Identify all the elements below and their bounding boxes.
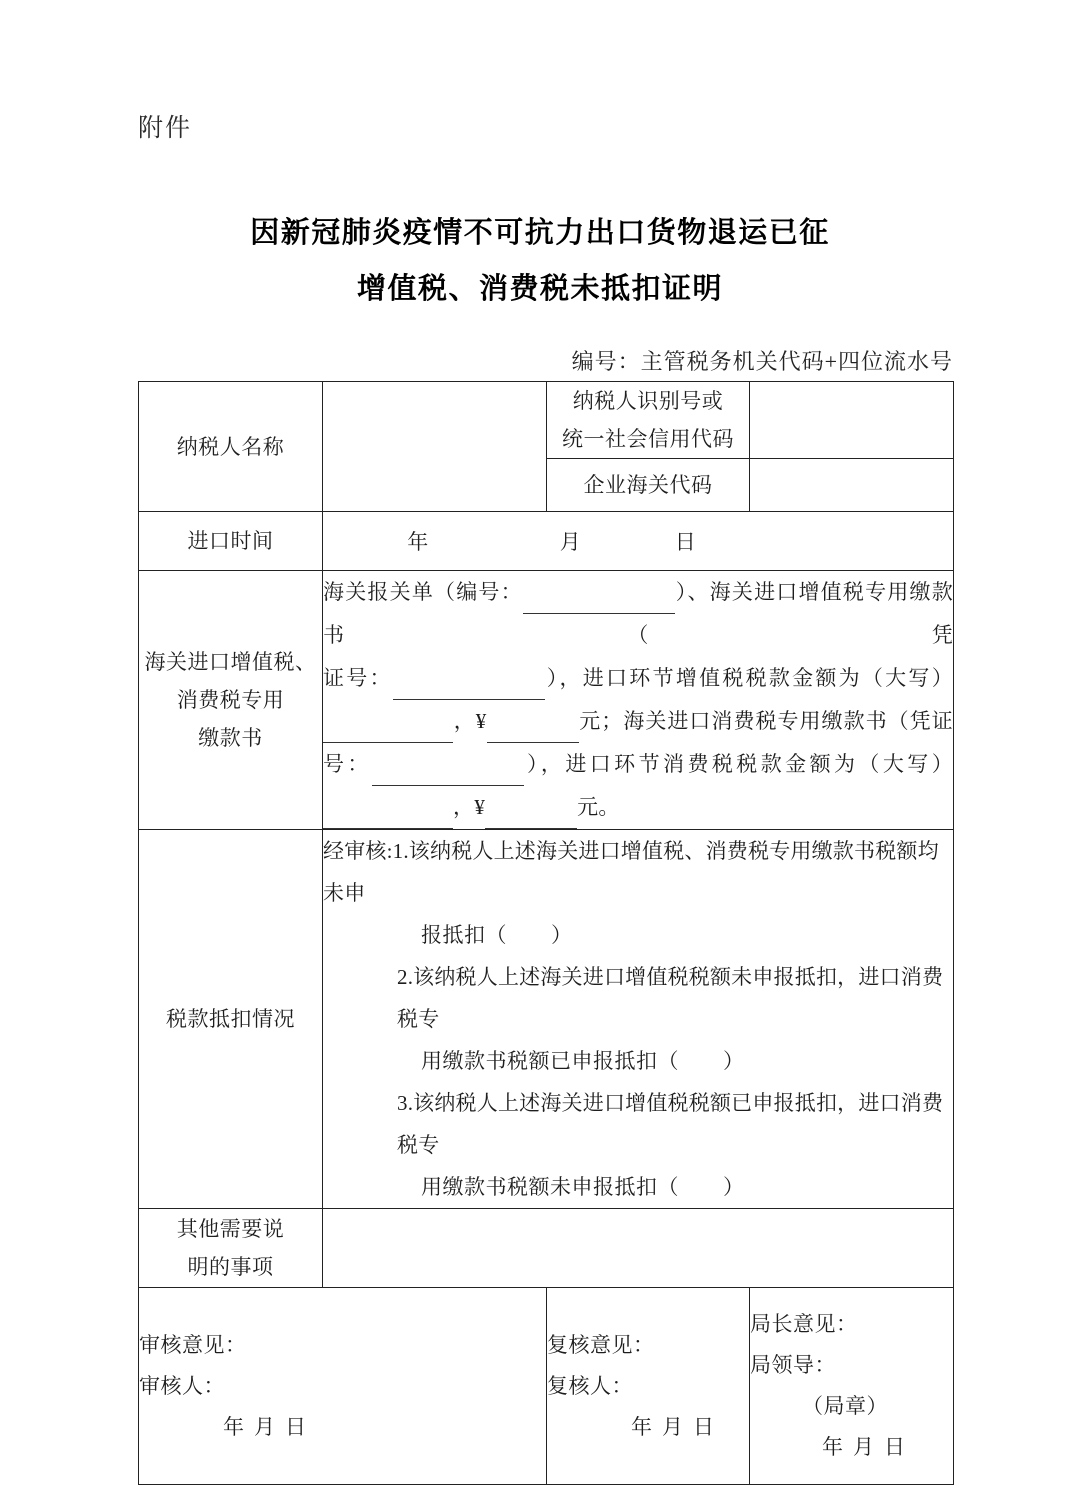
- director-date-year: 年: [822, 1435, 853, 1459]
- import-time-value[interactable]: [323, 512, 954, 571]
- rechecker-name-label: 复核人：: [547, 1373, 633, 1398]
- customs-paragraph-line-5: [323, 786, 953, 829]
- director-date-day: 日: [884, 1435, 915, 1459]
- blank-declaration-number[interactable]: [523, 589, 675, 614]
- deduction-status-label: 税款抵扣情况: [139, 830, 323, 1209]
- table-row-signatures: [139, 1288, 954, 1485]
- signature-block-reviewer[interactable]: [139, 1288, 547, 1485]
- deduction-option-1-cont: [323, 914, 953, 956]
- taxpayer-id-label-line-2: 统一社会信用代码: [562, 427, 734, 451]
- customs-payment-label-line-3: 缴款书: [198, 726, 263, 750]
- customs-text-2b: ），进口环节增值税税款金额为（大写）: [544, 666, 953, 690]
- review-date-day: 日: [285, 1414, 316, 1439]
- customs-payment-label: [139, 571, 323, 830]
- deduction-status-content[interactable]: [323, 830, 954, 1209]
- customs-paragraph-line-4: [323, 743, 953, 786]
- page-title: [0, 205, 1080, 317]
- other-matters-value[interactable]: [323, 1209, 954, 1288]
- table-row-customs-payment: [139, 571, 954, 830]
- director-date-month: 月: [853, 1435, 884, 1459]
- signature-block-director[interactable]: [750, 1288, 954, 1485]
- deduction-option-3-cont: [323, 1166, 953, 1208]
- customs-text-5c: 元。: [577, 795, 620, 819]
- table-row-taxpayer: [139, 382, 954, 459]
- import-day-unit: 日: [674, 530, 697, 554]
- blank-consumption-amount-figures[interactable]: [485, 804, 577, 829]
- customs-payment-label-line-2: 消费税专用: [176, 688, 285, 712]
- director-label-text: 局领导：: [750, 1353, 836, 1377]
- customs-payment-label-line-1: 海关进口增值税、: [144, 650, 317, 674]
- import-month-unit: 月: [559, 530, 582, 554]
- blank-consumption-amount-words[interactable]: [323, 804, 453, 829]
- customs-text-3b: ¥: [475, 709, 487, 733]
- deduction-item-1-num: 1.: [392, 839, 409, 863]
- deduction-option-2: [323, 956, 953, 1040]
- certificate-form-table: [138, 381, 954, 1485]
- customs-text-5a: ，: [453, 795, 475, 819]
- customs-text-2a: 证号：: [323, 666, 393, 690]
- table-row-other-matters: [139, 1209, 954, 1288]
- recheck-date: [547, 1407, 749, 1448]
- blank-vat-amount-figures[interactable]: [487, 718, 579, 743]
- customs-code-value[interactable]: [750, 459, 954, 512]
- customs-text-3c: 元；海关进口消费税专用缴款书（凭证: [578, 709, 953, 733]
- taxpayer-id-value[interactable]: [750, 382, 954, 459]
- customs-text-3a: ，: [453, 709, 476, 733]
- deduction-item-1-tail: 报抵扣（: [421, 923, 507, 947]
- customs-text-5b: ¥: [474, 795, 486, 819]
- title-line-1: 因新冠肺炎疫情不可抗力出口货物退运已征: [250, 217, 830, 249]
- taxpayer-name-value[interactable]: [323, 382, 547, 512]
- recheck-opinion-label: 复核意见：: [547, 1332, 655, 1357]
- deduction-item-2-close: ）: [723, 1049, 745, 1073]
- director-name-label: [750, 1345, 953, 1427]
- director-date: [750, 1427, 953, 1468]
- recheck-date-year: 年: [631, 1414, 662, 1439]
- title-line-2: 增值税、消费税未抵扣证明: [356, 273, 723, 305]
- recheck-date-day: 日: [693, 1414, 724, 1439]
- deduction-item-2-tail: 用缴款书税额已申报抵扣（: [421, 1049, 679, 1073]
- blank-vat-voucher-number[interactable]: [393, 675, 545, 700]
- deduction-option-3: [323, 1082, 953, 1166]
- review-date-year: 年: [223, 1414, 254, 1439]
- blank-vat-amount-words[interactable]: [323, 718, 453, 743]
- director-opinion-label: 局长意见：: [750, 1312, 858, 1336]
- review-date-month: 月: [254, 1414, 285, 1439]
- customs-paragraph-line-1: [323, 571, 953, 657]
- table-row-import-time: [139, 512, 954, 571]
- deduction-item-1-close: ）: [551, 923, 573, 947]
- deduction-item-2-text: 该纳税人上述海关进口增值税税额未申报抵扣，进口消费税专: [397, 965, 944, 1031]
- deduction-item-3-tail: 用缴款书税额未申报抵扣（: [421, 1175, 679, 1199]
- deduction-head: 经审核:: [323, 839, 393, 863]
- other-matters-label: [139, 1209, 323, 1288]
- reviewer-name-label: 审核人：: [139, 1373, 225, 1398]
- serial-number-note: 编号：主管税务机关代码+四位流水号: [571, 349, 953, 374]
- deduction-option-2-cont: [323, 1040, 953, 1082]
- review-date: [139, 1407, 546, 1448]
- customs-text-1a: 海关报关单（编号：: [323, 580, 523, 604]
- customs-payment-content[interactable]: [323, 571, 954, 830]
- deduction-item-3-num: 3.: [397, 1091, 414, 1115]
- signature-block-rechecker[interactable]: [547, 1288, 750, 1485]
- attachment-label: 附件: [138, 115, 193, 142]
- other-matters-label-line-2: 明的事项: [187, 1255, 274, 1279]
- import-year-unit: 年: [407, 530, 429, 554]
- customs-text-1b: ）、海关进口增值税专用缴款书（凭: [323, 580, 953, 647]
- review-opinion-label: 审核意见：: [139, 1332, 247, 1357]
- taxpayer-name-label: 纳税人名称: [139, 382, 323, 512]
- recheck-date-month: 月: [662, 1414, 693, 1439]
- deduction-item-3-close: ）: [723, 1175, 745, 1199]
- deduction-item-1-text: 该纳税人上述海关进口增值税、消费税专用缴款书税额均未申: [323, 839, 939, 905]
- other-matters-label-line-1: 其他需要说: [176, 1217, 285, 1241]
- table-row-deduction-status: [139, 830, 954, 1209]
- customs-paragraph-line-2: [323, 657, 953, 700]
- customs-text-4a: 号：: [323, 752, 372, 776]
- customs-code-label: 企业海关代码: [547, 459, 750, 512]
- customs-text-4b: ），进口环节消费税税款金额为（大写）: [523, 752, 953, 776]
- blank-consumption-voucher-number[interactable]: [372, 761, 524, 786]
- deduction-item-2-num: 2.: [397, 965, 414, 989]
- customs-paragraph-line-3: [323, 700, 953, 743]
- taxpayer-id-label-line-1: 纳税人识别号或: [572, 389, 724, 413]
- deduction-item-3-text: 该纳税人上述海关进口增值税税额已申报抵扣，进口消费税专: [397, 1091, 944, 1157]
- taxpayer-id-label: [547, 382, 750, 459]
- import-time-label: 进口时间: [139, 512, 323, 571]
- official-seal-label: （局章）: [802, 1394, 888, 1418]
- deduction-option-1: [323, 830, 953, 914]
